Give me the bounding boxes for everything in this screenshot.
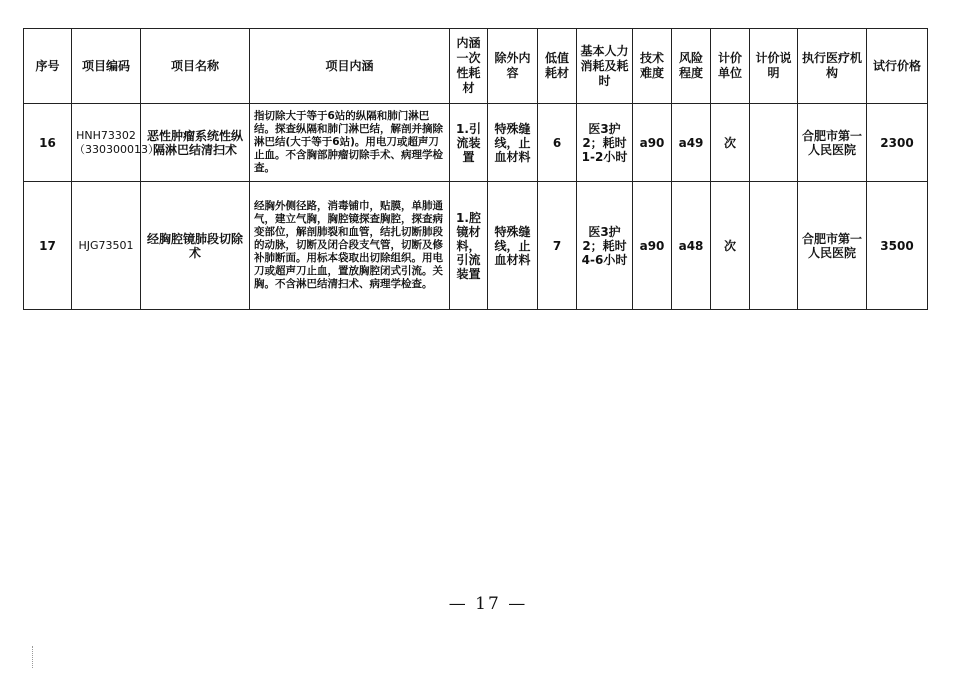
row-price: 2300 [867, 104, 928, 182]
header-row [24, 29, 928, 104]
row-name: 经胸腔镜肺段切除术 [141, 182, 250, 310]
header-exclusions: 除外内容 [488, 29, 538, 104]
header-unit: 计价单位 [711, 29, 750, 104]
table-row [24, 104, 928, 182]
row-price: 3500 [867, 182, 928, 310]
row-hospital: 合肥市第一人民医院 [798, 182, 867, 310]
row-risk: a49 [672, 104, 711, 182]
row-content: 经胸外侧径路，消毒铺巾，贴膜，单肺通气，建立气胸，胸腔镜探查胸腔，探查病变部位，解剖肺裂和血管，结扎切断肺段的动脉，切断及闭合段支气管，切断及修补肺断面。用标本袋取出切除组织。用电刀或超声刀止血，置放胸腔闭式引流。关胸。不含淋巴结清扫术、病理学检查。 [250, 182, 450, 310]
row-tech: a90 [633, 104, 672, 182]
header-risk: 风险程度 [672, 29, 711, 104]
row-tech: a90 [633, 182, 672, 310]
row-low-value: 7 [538, 182, 577, 310]
margin-marks [32, 646, 35, 668]
header-content: 项目内涵 [250, 29, 450, 104]
header-name: 项目名称 [141, 29, 250, 104]
row-code: HJG73501 [72, 182, 141, 310]
pricing-table [23, 28, 928, 310]
header-price: 试行价格 [867, 29, 928, 104]
row-seq: 16 [24, 104, 72, 182]
row-unit: 次 [711, 182, 750, 310]
row-seq: 17 [24, 182, 72, 310]
row-labor: 医3护2；耗时4-6小时 [577, 182, 633, 310]
header-low-value: 低值耗材 [538, 29, 577, 104]
header-hospital: 执行医疗机构 [798, 29, 867, 104]
row-low-value: 6 [538, 104, 577, 182]
row-name: 恶性肿瘤系统性纵隔淋巴结清扫术 [141, 104, 250, 182]
row-consumable: 1.引流装置 [450, 104, 488, 182]
row-consumable: 1.腔镜材料，引流装置 [450, 182, 488, 310]
header-tech: 技术难度 [633, 29, 672, 104]
row-hospital: 合肥市第一人民医院 [798, 104, 867, 182]
header-consumable: 内涵一次性耗材 [450, 29, 488, 104]
header-labor: 基本人力消耗及耗时 [577, 29, 633, 104]
row-exclusions: 特殊缝线，止血材料 [488, 104, 538, 182]
table-row [24, 182, 928, 310]
row-content: 指切除大于等于6站的纵隔和肺门淋巴结。探查纵隔和肺门淋巴结，解剖并摘除淋巴结(大于等于6站)。用电刀或超声刀止血。不含胸部肿瘤切除手术、病理学检查。 [250, 104, 450, 182]
row-unit: 次 [711, 104, 750, 182]
page-number: — 17 — [448, 594, 528, 614]
header-code: 项目编码 [72, 29, 141, 104]
row-exclusions: 特殊缝线，止血材料 [488, 182, 538, 310]
row-code: HNH73302（330300013） [72, 104, 141, 182]
row-note [750, 104, 798, 182]
row-risk: a48 [672, 182, 711, 310]
header-note: 计价说明 [750, 29, 798, 104]
header-seq: 序号 [24, 29, 72, 104]
row-labor: 医3护2；耗时1-2小时 [577, 104, 633, 182]
row-note [750, 182, 798, 310]
